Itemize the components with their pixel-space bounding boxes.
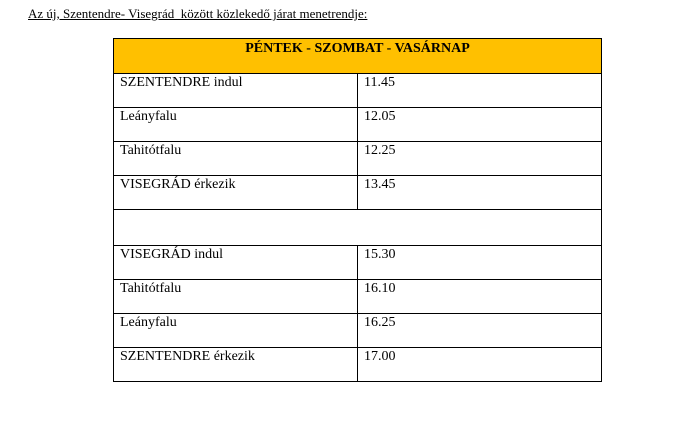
station-cell: VISEGRÁD érkezik — [114, 176, 358, 210]
timetable — [113, 38, 602, 382]
time-cell: 12.25 — [358, 142, 602, 176]
table-header-row — [114, 39, 602, 74]
time-cell: 16.25 — [358, 314, 602, 348]
table-row — [114, 74, 602, 108]
station-cell: Leányfalu — [114, 314, 358, 348]
time-cell: 15.30 — [358, 246, 602, 280]
station-cell: SZENTENDRE érkezik — [114, 348, 358, 382]
station-cell: Tahitótfalu — [114, 142, 358, 176]
document-title: Az új, Szentendre- Visegrád között közlekedő járat menetrendje: — [28, 6, 368, 21]
table-row — [114, 246, 602, 280]
station-cell: Leányfalu — [114, 108, 358, 142]
table-row — [114, 348, 602, 382]
spacer-cell — [114, 210, 602, 246]
table-row — [114, 280, 602, 314]
station-cell: VISEGRÁD indul — [114, 246, 358, 280]
time-cell: 16.10 — [358, 280, 602, 314]
table-row — [114, 314, 602, 348]
time-cell: 13.45 — [358, 176, 602, 210]
table-header: PÉNTEK - SZOMBAT - VASÁRNAP — [114, 39, 602, 74]
table-row — [114, 108, 602, 142]
spacer-row — [114, 210, 602, 246]
station-cell: SZENTENDRE indul — [114, 74, 358, 108]
time-cell: 17.00 — [358, 348, 602, 382]
time-cell: 11.45 — [358, 74, 602, 108]
time-cell: 12.05 — [358, 108, 602, 142]
table-row — [114, 142, 602, 176]
station-cell: Tahitótfalu — [114, 280, 358, 314]
table-row — [114, 176, 602, 210]
